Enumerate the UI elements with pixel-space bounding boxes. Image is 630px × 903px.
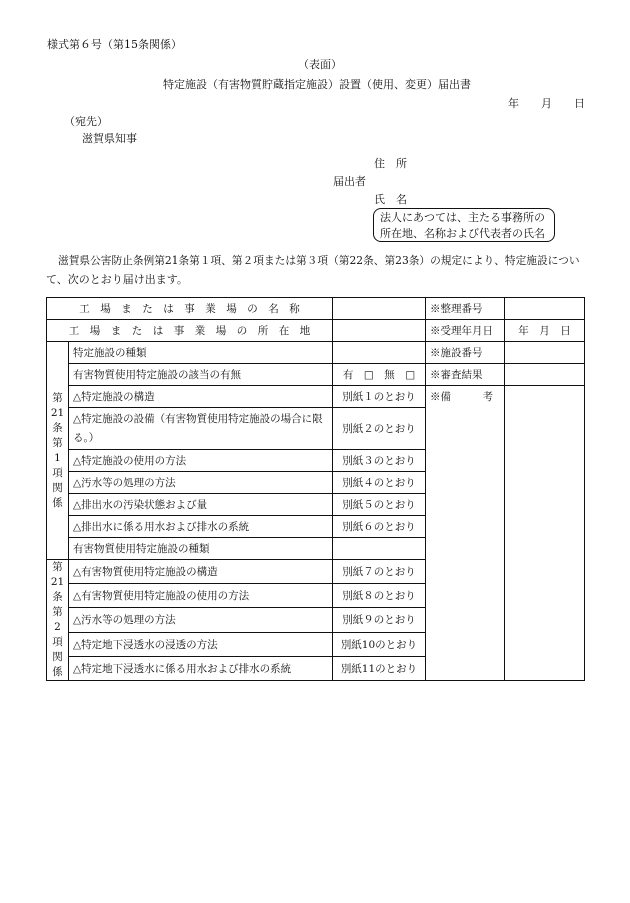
facility-number-label: ※施設番号	[426, 342, 505, 364]
attachment-ref: 別紙９のとおり	[333, 608, 426, 632]
row-label: △有害物質使用特定施設の構造	[69, 560, 333, 584]
row-label: △汚水等の処理の方法	[69, 608, 333, 632]
table-row	[47, 342, 585, 364]
group2-char: 係	[52, 666, 63, 678]
ref-number-field[interactable]	[505, 298, 585, 320]
row-label: 有害物質使用特定施設の該当の有無	[69, 364, 333, 386]
factory-location-field[interactable]	[333, 320, 426, 342]
row-label: △汚水等の処理の方法	[69, 472, 333, 494]
facility-number-field[interactable]	[505, 342, 585, 364]
table-row	[47, 320, 585, 342]
name-label: 氏 名	[374, 193, 407, 206]
corporate-note-line1: 法人にあつては、主たる事務所の	[380, 211, 545, 224]
attachment-ref: 別紙10のとおり	[333, 632, 426, 656]
group2-char: 条	[52, 591, 63, 603]
review-result-field[interactable]	[505, 364, 585, 386]
row-label: △特定施設の設備（有害物質使用特定施設の場合に限る。）	[69, 408, 333, 450]
factory-location-label: 工 場 ま た は 事 業 場 の 所 在 地	[47, 320, 333, 342]
group2-char: 2	[54, 621, 61, 633]
attachment-ref: 別紙２のとおり	[333, 408, 426, 450]
ref-number-label: ※整理番号	[426, 298, 505, 320]
row-label: △特定地下浸透水の浸透の方法	[69, 632, 333, 656]
row-label: △有害物質使用特定施設の使用の方法	[69, 584, 333, 608]
group1-char: 第	[52, 436, 63, 449]
attachment-ref: 別紙８のとおり	[333, 584, 426, 608]
group1-char: 係	[52, 496, 63, 509]
notification-form-table	[46, 297, 585, 681]
attachment-ref: 別紙５のとおり	[333, 494, 426, 516]
group1-char: 21	[50, 406, 65, 419]
group2-char: 第	[52, 561, 63, 573]
group2-char: 21	[50, 576, 65, 588]
group1-char: 項	[52, 466, 63, 479]
facility-type-field[interactable]	[333, 342, 426, 364]
factory-name-field[interactable]	[333, 298, 426, 320]
review-result-label: ※審査結果	[426, 364, 505, 386]
group1-char: 第	[52, 391, 63, 404]
recipient-name: 滋賀県知事	[82, 132, 137, 145]
row-label: △排出水に係る用水および排水の系統	[69, 516, 333, 538]
attachment-ref: 別紙１のとおり	[333, 386, 426, 408]
attachment-ref: 別紙６のとおり	[333, 516, 426, 538]
row-label: △特定施設の使用の方法	[69, 450, 333, 472]
hazardous-facility-type-field[interactable]	[333, 538, 426, 560]
table-row	[47, 298, 585, 320]
group1-header	[47, 342, 69, 560]
document-title: 特定施設（有害物質貯蔵指定施設）設置（使用、変更）届出書	[163, 78, 471, 91]
row-label: △特定施設の構造	[69, 386, 333, 408]
row-label: 特定施設の種類	[69, 342, 333, 364]
row-label: △排出水の汚染状態および量	[69, 494, 333, 516]
attachment-ref: 別紙11のとおり	[333, 656, 426, 680]
side-label: （表面）	[298, 58, 342, 71]
submission-date-field[interactable]: 年 月 日	[508, 97, 585, 110]
group2-char: 第	[52, 606, 63, 618]
row-label: 有害物質使用特定施設の種類	[69, 538, 333, 560]
hazardous-yes-no-checkbox[interactable]: 有 □ 無 □	[333, 364, 426, 386]
group1-char: 1	[54, 451, 61, 464]
remarks-label: ※備 考	[426, 386, 505, 681]
attachment-ref: 別紙４のとおり	[333, 472, 426, 494]
remarks-field[interactable]	[505, 386, 585, 681]
recipient-label: （宛先）	[64, 115, 108, 128]
corporate-note-line2: 所在地、名称および代表者の氏名	[380, 227, 545, 240]
group2-char: 関	[52, 651, 63, 663]
intro-line-1: 滋賀県公害防止条例第21条第１項、第２項または第３項（第22条、第23条）の規定により、特定施設につい	[58, 254, 580, 267]
table-row	[47, 364, 585, 386]
address-label: 住 所	[374, 157, 407, 170]
group1-char: 関	[52, 481, 63, 494]
notifier-label: 届出者	[333, 175, 366, 188]
table-row	[47, 386, 585, 408]
attachment-ref: 別紙７のとおり	[333, 560, 426, 584]
received-date-label: ※受理年月日	[426, 320, 505, 342]
intro-line-2: て、次のとおり届け出ます。	[46, 273, 188, 286]
group1-char: 条	[52, 421, 63, 434]
attachment-ref: 別紙３のとおり	[333, 450, 426, 472]
group2-char: 項	[52, 636, 63, 648]
form-number: 様式第６号（第15条関係）	[47, 38, 182, 51]
factory-name-label: 工 場 ま た は 事 業 場 の 名 称	[47, 298, 333, 320]
group2-header	[47, 560, 69, 681]
row-label: △特定地下浸透水に係る用水および排水の系統	[69, 656, 333, 680]
received-date-field[interactable]: 年 月 日	[505, 320, 585, 342]
